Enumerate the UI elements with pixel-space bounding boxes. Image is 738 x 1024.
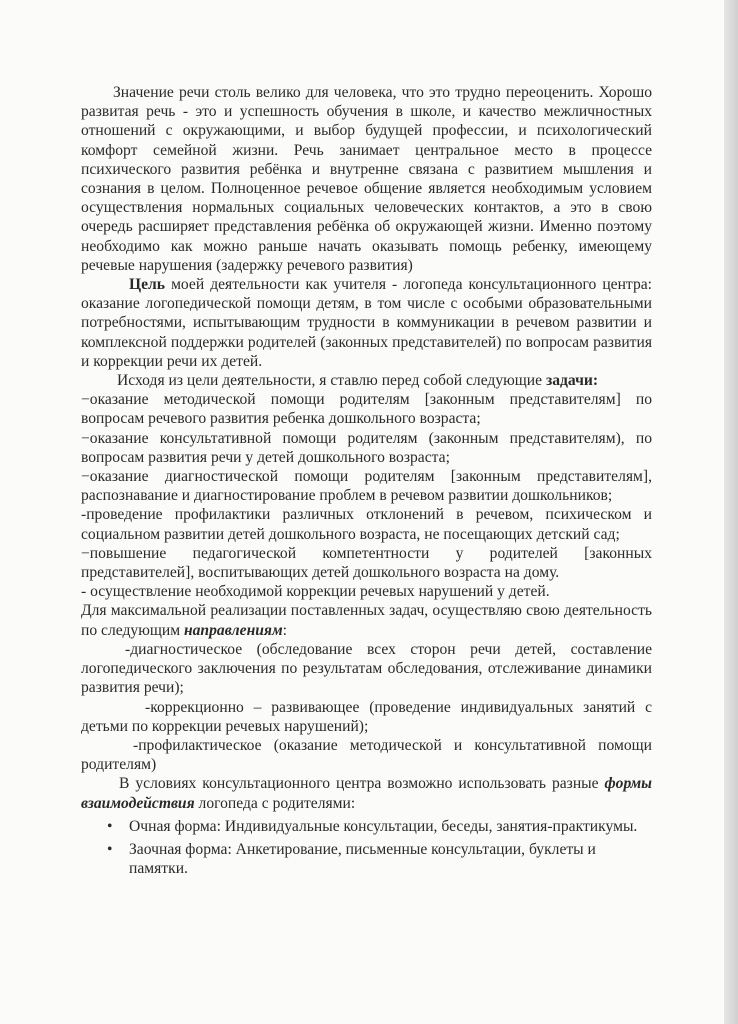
forms-intro-end: логопеда с родителями: [194,794,356,812]
list-item: • Заочная форма: Анкетирование, письменные консультации, буклеты и памятки. [129,840,652,878]
directions-label: направлениям [183,621,283,639]
forms-bullet-list [81,817,652,879]
task-item: −оказание диагностической помощи родителям [законным представителям], распознавание и диагностирование проблем в речевом развитии дошкольников; [81,468,652,505]
paragraph-tasks-intro [81,371,652,390]
directions-intro-text: Для максимальной реализации поставленных задач, осуществляю свою деятельность по следующим [81,602,652,639]
task-item: - осуществление необходимой коррекции речевых нарушений у детей. [81,583,550,601]
list-item: • Очная форма: Индивидуальные консультации, беседы, занятия-практикумы. [129,817,652,836]
task-item: −оказание методической помощи родителям [законным представителям] по вопросам речевого развития ребенка дошкольного возраста; [81,391,652,428]
paragraph-goal [81,275,652,371]
forms-intro-text: В условиях консультационного центра возможно использовать разные [119,775,605,793]
task-item: -проведение профилактики различных отклонений в речевом, психическом и социальном развитии детей дошкольного возраста, не посещающих детский сад; [81,506,652,543]
direction-item: -коррекционно – развивающее (проведение индивидуальных занятий с детьми по коррекции речевых нарушений); [81,698,652,735]
forms-label: формы взаимодействия [81,775,652,812]
task-item: −повышение педагогической компетентности у родителей [законных представителей], воспитывающих детей дошкольного возраста на дому. [81,544,652,582]
page-edge-shadow [724,0,738,1024]
tasks-intro-text: Исходя из цели деятельности, я ставлю перед собой следующие [117,372,546,390]
paragraph-intro: Значение речи столь велико для человека, что это трудно переоценить. Хорошо развитая речь - это и успешность обучения в школе, и качество межличностных отношений с окружающими, и выбор будущей профессии, и психологический комфорт семейной жизни. Речь занимает центральное место в процессе психического развития ребёнка и внутренне связана с развитием мышления и сознания в целом. Полноценное речевое общение является необходимым условием осуществления нормальных социальных человеческих контактов, а это в свою очередь расширяет представления ребёнка об окружающей жизни. Именно поэтому необходимо как можно раньше начать оказывать помощь ребенку, имеющему речевые нарушения (задержку речевого развития) [81,84,652,274]
document-body [81,83,652,882]
direction-item: -диагностическое (обследование всех сторон речи детей, составление логопедического заключения по результатам обследования, отслеживание динамики развития речи); [81,640,652,697]
direction-item: -профилактическое (оказание методической и консультативной помощи родителям) [81,736,652,774]
paragraph-directions-intro [81,601,652,639]
goal-text: моей деятельности как учителя - логопеда консультационного центра: оказание логопедической помощи детям, в том числе с особыми образовательными потребностями, испытывающим трудности в коммуникации в речевом развитии и комплексной поддержки родителей (законных представителей) по вопросам развития и коррекции речи их детей. [81,276,652,370]
paragraph-forms-intro [81,774,652,812]
task-item: −оказание консультативной помощи родителям (законным представителям), по вопросам развития речи у детей дошкольного возраста; [81,429,652,466]
tasks-label: задачи: [545,372,599,390]
goal-label: Цель [129,276,166,294]
directions-colon: : [282,621,287,639]
